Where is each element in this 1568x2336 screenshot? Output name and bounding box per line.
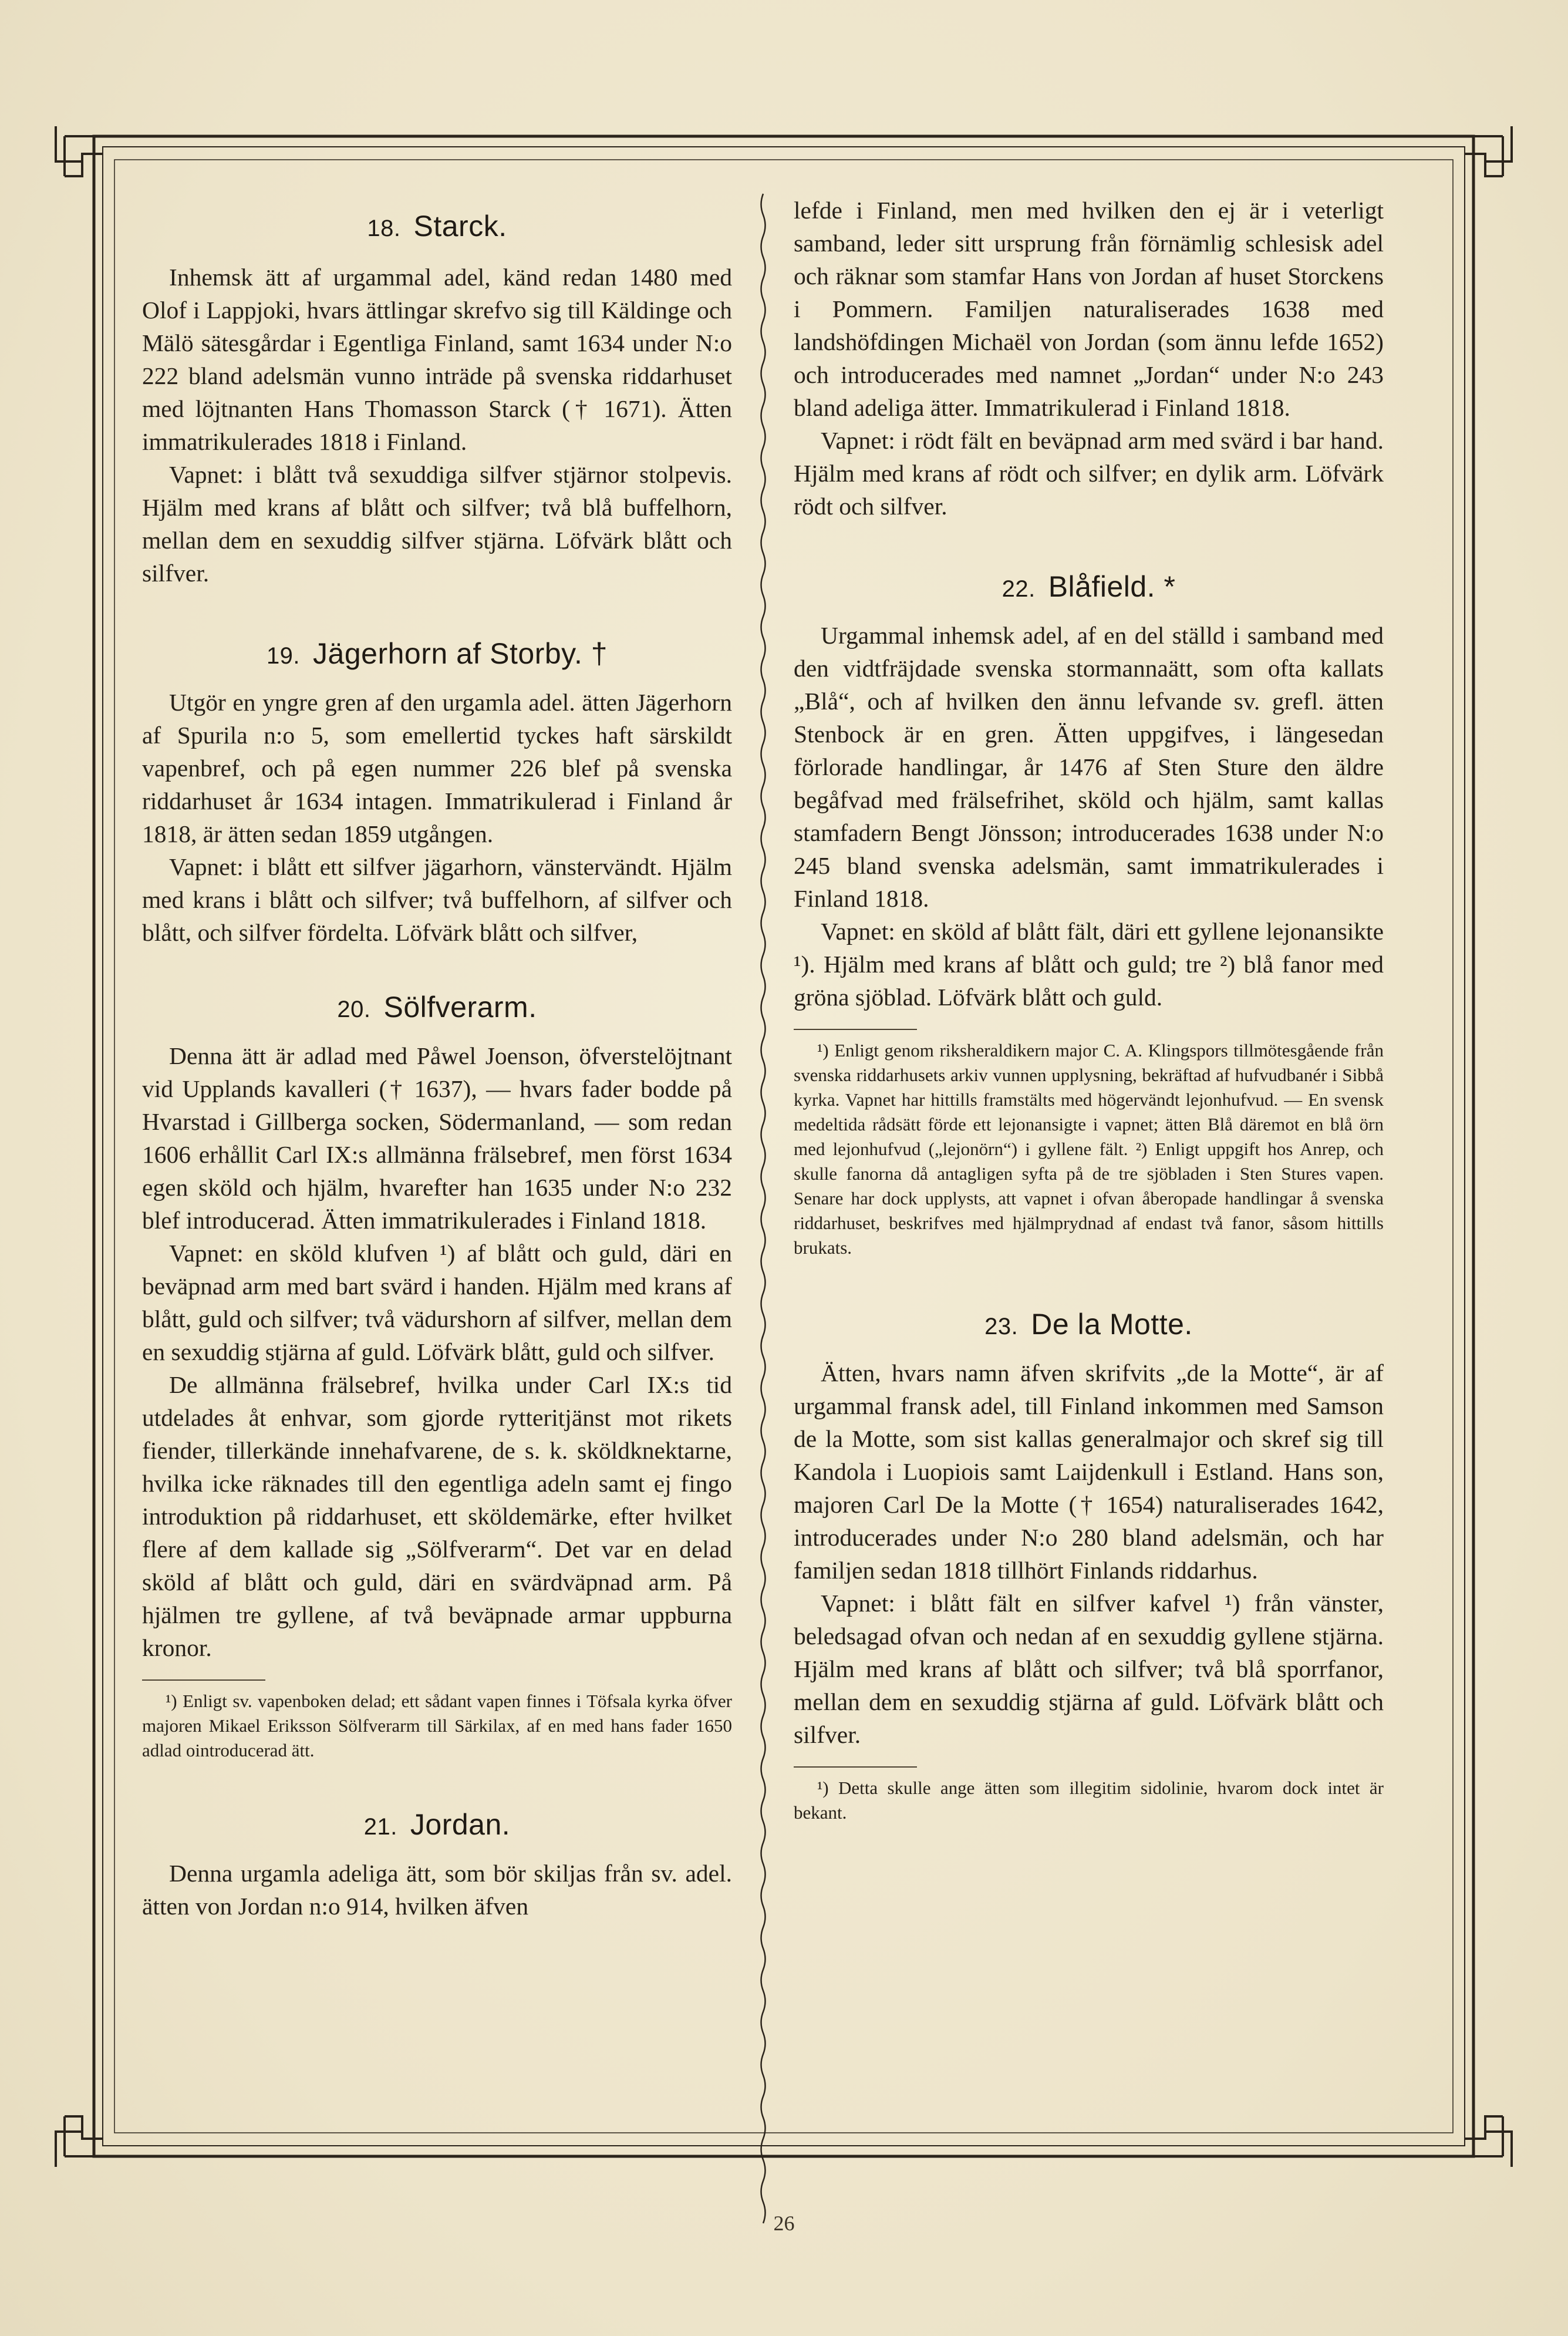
paragraph: Utgör en yngre gren af den urgamla adel. ätten Jägerhorn af Spurila n:o 5, som emellertid tyckes haft särskildt vapenbref, och på egen nummer 226 blef på svenska riddarhuset år 1634 intagen. Immatrikulerad i Finland år 1818, är ätten sedan 1859 utgången. xyxy=(142,689,732,847)
page-number: 26 xyxy=(773,2212,795,2235)
footnote: ¹) Enligt genom riksheraldikern major C. A. Klingspors tillmötesgående från svenska riddarhusets arkiv vunnen upplysning, bekräftad af hufvudbanér i Sibbå kyrka. Vapnet har hittills framstälts med högervändt lejonhufvud. — En svensk medeltida rådsätt förde ett lejonansigte i vapnet; ätten Blå däremot en blå örn med lejonhufvud („lejonörn“) i gyllene fält. ²) Enligt uppgift hos Anrep, och skulle fanorna då antagligen syfta på de tre sjöbladen i Sten Stures vapen. Senare har dock upplysts, att vapnet i ofvan åberopade handlingar å svenska riddarhuset, beskrifves med hjälmprydnad af endast två fanor, såsom hittills brukats. xyxy=(794,1040,1384,1258)
paragraph: Denna ätt är adlad med Påwel Joenson, öfverstelöjtnant vid Upplands kavalleri († 1637), — hvars fader bodde på Hvarstad i Gillberga socken, Södermanland, — som redan 1606 erhållit Carl IX:s allmänna frälsebref, men först 1634 egen sköld och hjälm, hvarefter han 1635 under N:o 232 blef introducerad. Ätten immatrikulerades i Finland 1818. xyxy=(142,1042,732,1234)
entry-name: Jordan. xyxy=(410,1808,511,1841)
entry-name: Jägerhorn af Storby. † xyxy=(313,637,608,670)
entry-number: 18. xyxy=(367,216,401,241)
footnote: ¹) Detta skulle ange ätten som illegitim sidolinie, hvarom dock intet är bekant. xyxy=(794,1778,1384,1823)
footnote-rule xyxy=(142,1679,265,1681)
entry-name: De la Motte. xyxy=(1031,1308,1193,1341)
right-column xyxy=(794,194,1384,1825)
paragraph: Ätten, hvars namn äfven skrifvits „de la Motte“, är af urgammal fransk adel, till Finland inkommen med Samson de la Motte, som sist kallas generalmajor och skref sig till Kandola i Luopiois samt Laijdenkull i Estland. Hans son, majoren Carl De la Motte († 1654) naturaliserades 1642, introducerades under N:o 280 bland adelsmän, och har familjen sedan 1818 tillhört Finlands riddarhus. xyxy=(794,1359,1384,1584)
entry-name: Starck. xyxy=(413,210,507,243)
entry-title-blafield xyxy=(794,572,1384,601)
paragraph: Inhemsk ätt af urgammal adel, känd redan 1480 med Olof i Lappjoki, hvars ättlingar skrefvo sig till Käldinge och Mälö sätesgårdar i Egentliga Finland, samt 1634 under N:o 222 bland adelsmän vunno inträde på svenska riddarhuset med löjtnanten Hans Thomasson Starck († 1671). Ätten immatrikulerades 1818 i Finland. xyxy=(142,264,732,455)
entry-name: Blåfield. * xyxy=(1048,570,1176,603)
entry-title-solfverarm xyxy=(142,992,732,1022)
paragraph: Vapnet: i blått ett silfver jägarhorn, vänstervändt. Hjälm med krans i blått och silfver; två buffelhorn, af silfver och blått, och silfver fördelta. Löfvärk blått och silfver, xyxy=(142,853,732,946)
entry-number: 23. xyxy=(984,1314,1019,1339)
entry-number: 20. xyxy=(337,997,371,1022)
paragraph: Vapnet: en sköld klufven ¹) af blått och guld, däri en beväpnad arm med bart svärd i handen. Hjälm med krans af blått, guld och silfver; två vädurshorn af silfver, mellan dem en sexuddig stjärna af guld. Löfvärk blått, guld och silfver. xyxy=(142,1240,732,1365)
footnote-rule xyxy=(794,1029,917,1030)
paragraph: Vapnet: i blått två sexuddiga silfver stjärnor stolpevis. Hjälm med krans af blått och silfver; två blå buffelhorn, mellan dem en sexuddig silfver stjärna. Löfvärk blått och silfver. xyxy=(142,461,732,587)
entry-title-jordan xyxy=(142,1810,732,1839)
entry-number: 22. xyxy=(1002,576,1036,602)
entry-title-delamotte xyxy=(794,1310,1384,1339)
entry-number: 19. xyxy=(266,643,301,669)
entry-title-starck xyxy=(142,211,732,241)
left-column xyxy=(142,194,732,1923)
entry-number: 21. xyxy=(363,1814,397,1840)
footnote: ¹) Enligt sv. vapenboken delad; ett sådant vapen finnes i Töfsala kyrka öfver majoren Mikael Eriksson Sölfverarm till Särkilax, af en med hans fader 1650 adlad ointroducerad ätt. xyxy=(142,1691,732,1761)
paragraph: Denna urgamla adeliga ätt, som bör skiljas från sv. adel. ätten von Jordan n:o 914, hvilken äfven xyxy=(142,1860,732,1920)
entry-name: Sölfverarm. xyxy=(383,991,537,1024)
paragraph: De allmänna frälsebref, hvilka under Carl IX:s tid utdelades åt enhvar, som gjorde rytteritjänst mot rikets fiender, tillerkände innehafvarene, de s. k. sköldknektarne, hvilka icke räknades till den egentliga adeln samt ej fingo introduktion på riddarhuset, ett sköldemärke, efter hvilket flere af dem kallade sig „Sölfverarm“. Det var en delad sköld af blått och guld, däri en svärdväpnad arm. På hjälmen tre gyllene, af två beväpnade armar uppburna kronor. xyxy=(142,1371,732,1661)
entry-title-jagerhorn xyxy=(142,639,732,668)
paragraph: Vapnet: i rödt fält en beväpnad arm med svärd i bar hand. Hjälm med krans af rödt och silfver; en dylik arm. Löfvärk rödt och silfver. xyxy=(794,427,1384,520)
paragraph: Vapnet: i blått fält en silfver kafvel ¹) från vänster, beledsagad ofvan och nedan af en sexuddig gyllene stjärna. Hjälm med krans af blått och silfver; två blå sporrfanor, mellan dem en sexuddig stjärna af guld. Löfvärk blått och silfver. xyxy=(794,1590,1384,1748)
paragraph: Vapnet: en sköld af blått fält, däri ett gyllene lejonansikte ¹). Hjälm med krans af blått och guld; tre ²) blå fanor med gröna sjöblad. Löfvärk blått och guld. xyxy=(794,918,1384,1011)
footnote-rule xyxy=(794,1766,917,1768)
paragraph: lefde i Finland, men med hvilken den ej är i veterligt samband, leder sitt ursprung från förnämlig schlesisk adel och räknar som stamfar Hans von Jordan af huset Storckens i Pommern. Familjen naturaliserades 1638 med landshöfdingen Michaël von Jordan (som ännu lefde 1652) och introducerades med namnet „Jordan“ under N:o 243 bland adeliga ätter. Immatrikulerad i Finland 1818. xyxy=(794,197,1384,421)
paragraph: Urgammal inhemsk adel, af en del ställd i samband med den vidtfräjdade svenska stormannaätt, som ofta kallats „Blå“, och af hvilken den ännu lefvande sv. grefl. ätten Stenbock är en gren. Ätten uppgifves, i längesedan förlorade handlingar, år 1476 af Sten Sture den äldre begåfvad med frälsefrihet, sköld och hjälm, samt kallas stamfadern Bengt Jönsson; introducerades 1638 under N:o 245 bland svenska adelsmän, samt immatrikulerades i Finland 1818. xyxy=(794,622,1384,912)
